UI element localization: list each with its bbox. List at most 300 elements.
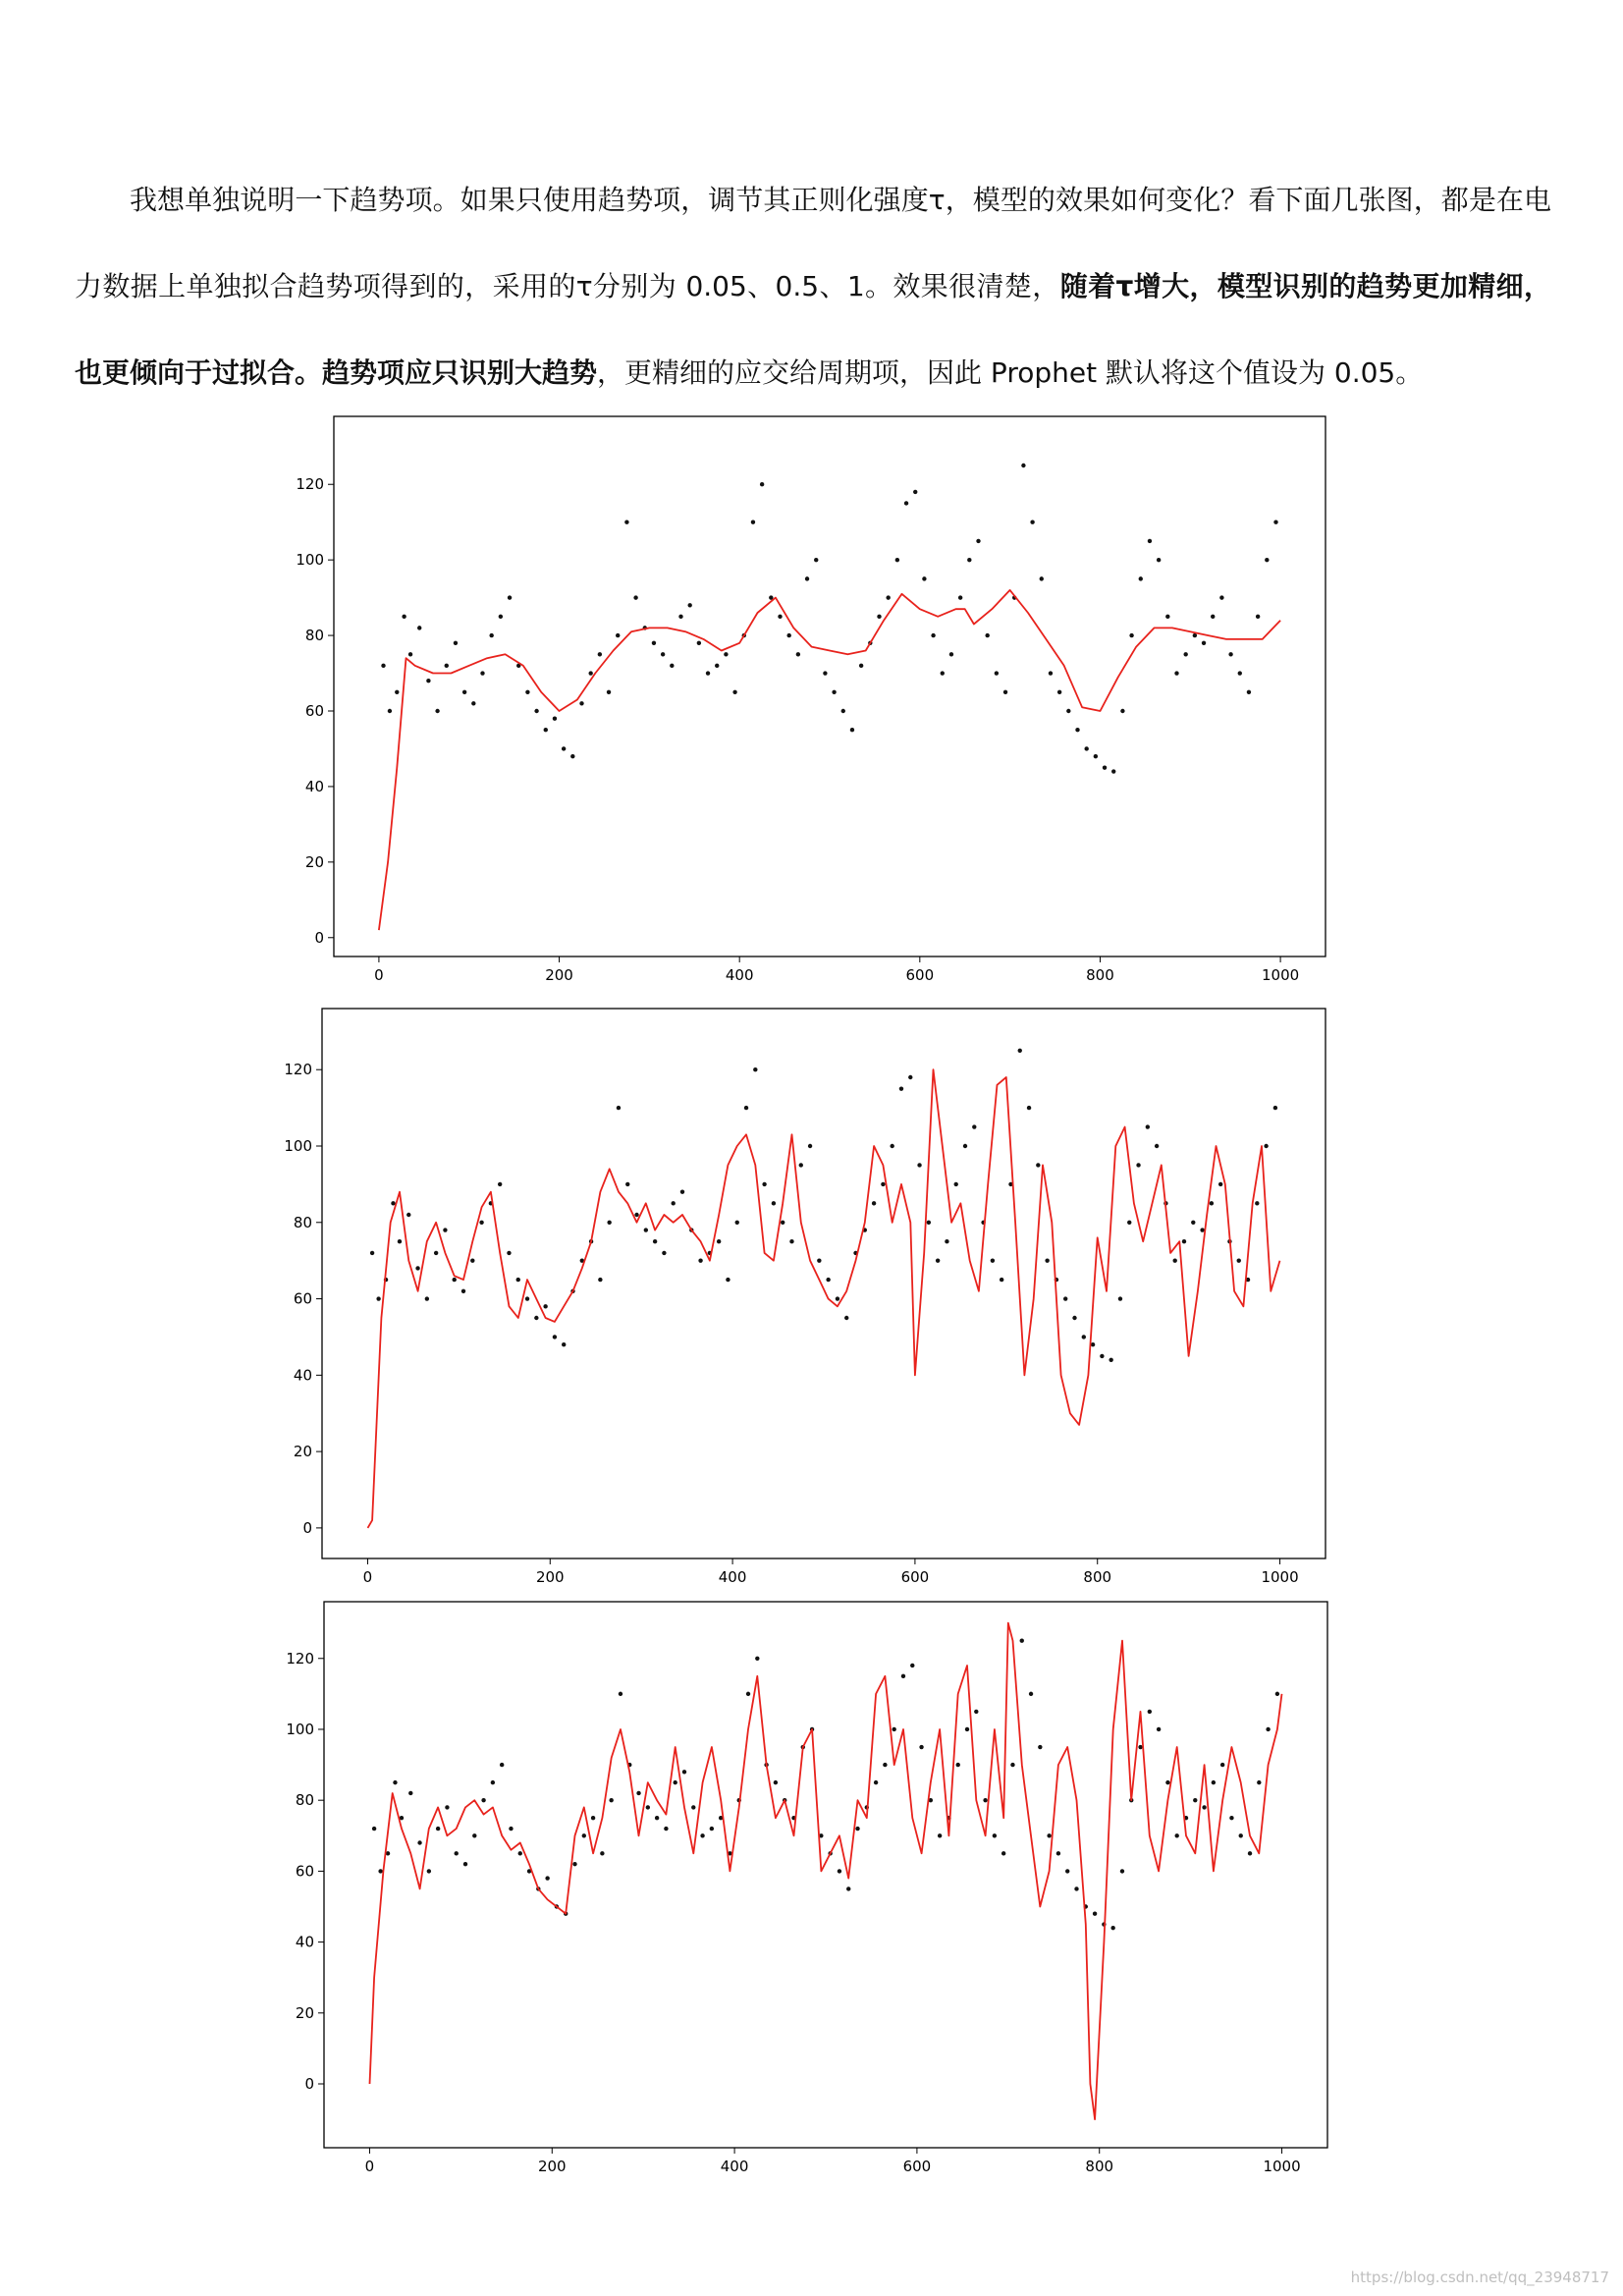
data-point bbox=[1202, 641, 1206, 645]
data-point bbox=[406, 1213, 410, 1217]
data-point bbox=[786, 633, 790, 637]
data-point bbox=[927, 1221, 931, 1225]
data-point bbox=[913, 490, 917, 494]
data-point bbox=[697, 641, 701, 645]
data-point bbox=[976, 539, 980, 543]
data-point bbox=[945, 1239, 948, 1243]
data-point bbox=[846, 1886, 850, 1890]
data-point bbox=[1120, 709, 1124, 713]
data-point bbox=[1082, 1335, 1086, 1339]
data-point bbox=[598, 1278, 602, 1282]
data-point bbox=[1148, 1710, 1152, 1714]
data-point bbox=[588, 671, 592, 675]
data-point bbox=[1057, 690, 1061, 694]
data-point bbox=[525, 1296, 529, 1300]
y-tick-label: 0 bbox=[314, 928, 324, 947]
data-point bbox=[381, 664, 385, 668]
data-point bbox=[1264, 1144, 1268, 1148]
data-point bbox=[691, 1805, 695, 1809]
data-point bbox=[715, 664, 719, 668]
data-point bbox=[436, 1827, 440, 1831]
y-tick-label: 60 bbox=[293, 1289, 312, 1308]
data-point bbox=[1027, 1106, 1031, 1110]
data-point bbox=[908, 1075, 912, 1079]
data-point bbox=[826, 1278, 830, 1282]
data-point bbox=[376, 1296, 380, 1300]
data-point bbox=[1109, 1358, 1112, 1362]
data-point bbox=[1210, 1201, 1214, 1205]
data-point bbox=[1219, 595, 1223, 599]
data-point bbox=[1157, 558, 1161, 562]
data-point bbox=[1256, 615, 1260, 619]
data-point bbox=[832, 690, 836, 694]
data-point bbox=[1063, 1296, 1067, 1300]
x-tick-label: 200 bbox=[535, 1568, 565, 1584]
x-tick-label: 1000 bbox=[1261, 1568, 1299, 1584]
data-point bbox=[507, 1251, 511, 1255]
data-point bbox=[796, 652, 800, 656]
x-tick-label: 800 bbox=[1085, 2158, 1114, 2175]
plot-frame bbox=[324, 1602, 1327, 2148]
data-point bbox=[543, 1304, 547, 1308]
data-point bbox=[1036, 1163, 1040, 1167]
data-point bbox=[670, 664, 674, 668]
x-tick-label: 800 bbox=[1086, 966, 1114, 984]
data-point bbox=[644, 1228, 648, 1231]
data-point bbox=[672, 1201, 676, 1205]
data-point bbox=[1056, 1851, 1060, 1855]
data-point bbox=[417, 626, 421, 629]
data-point bbox=[1148, 539, 1152, 543]
data-point bbox=[1047, 1833, 1051, 1837]
data-point bbox=[1165, 1780, 1169, 1784]
data-point bbox=[1000, 1278, 1003, 1282]
data-point bbox=[1139, 576, 1143, 580]
data-point bbox=[1072, 1316, 1076, 1320]
data-point bbox=[983, 1798, 987, 1802]
y-tick-label: 20 bbox=[304, 852, 324, 871]
data-point bbox=[972, 1124, 976, 1128]
data-point bbox=[470, 1258, 474, 1262]
data-point bbox=[687, 603, 691, 607]
data-point bbox=[991, 1258, 995, 1262]
data-point bbox=[1093, 1912, 1097, 1916]
data-point bbox=[841, 709, 845, 713]
data-point bbox=[435, 709, 439, 713]
data-point bbox=[1265, 558, 1269, 562]
data-point bbox=[855, 1827, 859, 1831]
data-point bbox=[1030, 519, 1034, 523]
data-point bbox=[395, 690, 399, 694]
paragraph-bold-1: 随着τ增大，模型识别的趋势更加精细，也更倾向于过拟合。 bbox=[75, 270, 1552, 389]
data-point bbox=[636, 1791, 640, 1795]
data-point bbox=[591, 1816, 595, 1820]
data-point bbox=[1218, 1182, 1222, 1186]
paragraph-text-2: ，更精细的应交给周期项，因此 Prophet 默认将这个值设为 0.05。 bbox=[597, 356, 1424, 389]
data-point bbox=[481, 1798, 485, 1802]
data-point bbox=[732, 690, 736, 694]
plot-frame bbox=[334, 416, 1325, 957]
data-point bbox=[1138, 1745, 1142, 1749]
data-point bbox=[799, 1163, 803, 1167]
data-point bbox=[445, 664, 449, 668]
data-point bbox=[1066, 709, 1070, 713]
data-point bbox=[674, 1780, 677, 1784]
data-point bbox=[525, 690, 529, 694]
data-point bbox=[678, 615, 682, 619]
chart-svg-2 bbox=[283, 1005, 1343, 1584]
data-point bbox=[1275, 1692, 1279, 1696]
data-point bbox=[1183, 652, 1187, 656]
data-point bbox=[717, 1239, 721, 1243]
y-tick-label: 100 bbox=[296, 551, 324, 570]
data-point bbox=[1157, 1727, 1161, 1731]
trend-fit-line bbox=[368, 1069, 1280, 1528]
data-point bbox=[489, 633, 493, 637]
trend-fit-line bbox=[370, 1623, 1282, 2119]
data-point bbox=[434, 1251, 438, 1255]
data-point bbox=[931, 633, 935, 637]
data-point bbox=[1193, 1798, 1197, 1802]
data-point bbox=[901, 1674, 905, 1678]
data-point bbox=[850, 728, 854, 732]
data-point bbox=[1103, 765, 1107, 769]
data-point bbox=[1175, 1833, 1179, 1837]
data-point bbox=[680, 1189, 684, 1193]
data-point bbox=[993, 1833, 997, 1837]
data-point bbox=[491, 1780, 495, 1784]
data-point bbox=[872, 1201, 876, 1205]
data-point bbox=[1238, 671, 1242, 675]
data-point bbox=[1120, 1869, 1124, 1873]
data-point bbox=[1248, 1851, 1252, 1855]
data-point bbox=[789, 1239, 793, 1243]
x-tick-label: 0 bbox=[362, 1568, 373, 1584]
data-point bbox=[372, 1827, 376, 1831]
data-point bbox=[1174, 671, 1178, 675]
x-tick-label: 0 bbox=[364, 2158, 375, 2175]
data-point bbox=[917, 1163, 921, 1167]
data-point bbox=[941, 671, 945, 675]
data-point bbox=[609, 1798, 613, 1802]
plot-frame bbox=[322, 1009, 1325, 1558]
x-tick-label: 600 bbox=[902, 2158, 932, 2175]
data-point bbox=[534, 1316, 538, 1320]
data-point bbox=[1038, 1745, 1042, 1749]
data-point bbox=[1045, 1258, 1049, 1262]
data-point bbox=[1191, 1221, 1195, 1225]
x-tick-label: 400 bbox=[720, 2158, 749, 2175]
data-point bbox=[1127, 1221, 1131, 1225]
data-point bbox=[393, 1780, 397, 1784]
y-tick-label: 80 bbox=[293, 1213, 312, 1231]
y-tick-label: 0 bbox=[302, 1518, 312, 1537]
data-point bbox=[963, 1144, 967, 1148]
data-point bbox=[545, 1876, 549, 1880]
chart-tau-1 bbox=[285, 1598, 1345, 2177]
x-tick-label: 600 bbox=[900, 1568, 930, 1584]
y-tick-label: 120 bbox=[284, 1061, 312, 1079]
data-point bbox=[398, 1239, 402, 1243]
data-point bbox=[600, 1851, 604, 1855]
data-point bbox=[1020, 1639, 1024, 1643]
y-tick-label: 60 bbox=[304, 702, 324, 720]
trend-fit-line bbox=[379, 590, 1280, 930]
data-point bbox=[500, 1763, 504, 1767]
data-point bbox=[881, 1182, 885, 1186]
data-point bbox=[892, 1727, 895, 1731]
data-point bbox=[1003, 690, 1007, 694]
y-tick-label: 120 bbox=[286, 1649, 314, 1667]
y-tick-label: 20 bbox=[293, 1443, 312, 1461]
data-point bbox=[508, 595, 512, 599]
data-point bbox=[472, 1833, 476, 1837]
data-point bbox=[553, 716, 557, 720]
data-point bbox=[1075, 728, 1079, 732]
data-point bbox=[778, 615, 782, 619]
data-point bbox=[471, 701, 475, 705]
data-point bbox=[899, 1086, 903, 1090]
data-point bbox=[652, 641, 656, 645]
data-point bbox=[378, 1869, 382, 1873]
data-point bbox=[479, 1221, 483, 1225]
data-point bbox=[949, 652, 953, 656]
data-point bbox=[562, 1342, 566, 1346]
data-point bbox=[498, 1182, 502, 1186]
data-point bbox=[619, 1692, 622, 1696]
data-point bbox=[633, 595, 637, 599]
data-point bbox=[1182, 1239, 1186, 1243]
data-point bbox=[781, 1221, 784, 1225]
watermark: https://blog.csdn.net/qq_23948717 bbox=[1350, 2269, 1609, 2286]
data-point bbox=[1237, 1258, 1241, 1262]
data-point bbox=[751, 519, 755, 523]
data-point bbox=[1136, 1163, 1140, 1167]
y-tick-label: 80 bbox=[295, 1791, 314, 1810]
data-point bbox=[1255, 1201, 1259, 1205]
data-point bbox=[938, 1833, 942, 1837]
data-point bbox=[1173, 1258, 1177, 1262]
data-point bbox=[1001, 1851, 1005, 1855]
data-point bbox=[391, 1201, 395, 1205]
data-point bbox=[1155, 1144, 1159, 1148]
data-point bbox=[402, 615, 406, 619]
data-point bbox=[1100, 1354, 1104, 1358]
data-point bbox=[956, 1763, 960, 1767]
data-point bbox=[1010, 1763, 1014, 1767]
data-point bbox=[425, 1296, 429, 1300]
data-point bbox=[463, 1862, 467, 1866]
data-point bbox=[625, 1182, 629, 1186]
data-point bbox=[710, 1827, 714, 1831]
data-point bbox=[509, 1827, 513, 1831]
data-point bbox=[1212, 1780, 1216, 1784]
data-point bbox=[726, 1278, 730, 1282]
data-point bbox=[454, 641, 458, 645]
y-tick-label: 80 bbox=[304, 627, 324, 645]
y-tick-label: 0 bbox=[304, 2075, 314, 2094]
data-point bbox=[958, 595, 962, 599]
data-point bbox=[1111, 769, 1115, 773]
data-point bbox=[859, 664, 863, 668]
data-point bbox=[607, 690, 611, 694]
data-point bbox=[919, 1745, 923, 1749]
paragraph-text-1: 我想单独说明一下趋势项。如果只使用趋势项，调节其正则化强度τ，模型的效果如何变化？看下面几张图，都是在电力数据上单独拟合趋势项得到的，采用的τ分别为 0.05、0.5、1。效果很清楚， bbox=[75, 184, 1551, 302]
data-point bbox=[562, 746, 566, 750]
data-point bbox=[698, 1258, 702, 1262]
data-point bbox=[1228, 652, 1232, 656]
data-point bbox=[823, 671, 827, 675]
chart-svg-3 bbox=[285, 1598, 1345, 2177]
data-point bbox=[967, 558, 971, 562]
data-point bbox=[445, 1805, 449, 1809]
x-tick-label: 1000 bbox=[1263, 2158, 1301, 2175]
data-point bbox=[974, 1710, 978, 1714]
data-point bbox=[1200, 1228, 1204, 1231]
paragraph-bold-2: 趋势项应只识别大趋势 bbox=[322, 356, 598, 389]
data-point bbox=[1065, 1869, 1069, 1873]
data-point bbox=[553, 1335, 557, 1339]
data-point bbox=[598, 652, 602, 656]
data-point bbox=[1229, 1816, 1233, 1820]
data-point bbox=[462, 690, 466, 694]
x-tick-label: 1000 bbox=[1261, 966, 1300, 984]
data-point bbox=[480, 671, 484, 675]
data-point bbox=[805, 576, 809, 580]
data-point bbox=[762, 1182, 766, 1186]
data-point bbox=[1202, 1805, 1206, 1809]
data-point bbox=[904, 501, 908, 505]
chart-tau-0-05 bbox=[295, 412, 1345, 992]
data-point bbox=[572, 1862, 576, 1866]
data-point bbox=[965, 1727, 969, 1731]
data-point bbox=[1211, 615, 1215, 619]
data-point bbox=[499, 615, 503, 619]
body-paragraph bbox=[75, 157, 1551, 416]
data-point bbox=[936, 1258, 940, 1262]
data-point bbox=[1193, 633, 1197, 637]
data-point bbox=[664, 1827, 668, 1831]
data-point bbox=[836, 1296, 839, 1300]
data-point bbox=[453, 1278, 457, 1282]
data-point bbox=[1129, 633, 1133, 637]
data-point bbox=[1165, 615, 1169, 619]
data-point bbox=[408, 652, 412, 656]
data-point bbox=[1094, 754, 1098, 758]
data-point bbox=[653, 1239, 657, 1243]
data-point bbox=[877, 615, 881, 619]
data-point bbox=[874, 1780, 878, 1784]
data-point bbox=[634, 1213, 638, 1217]
data-point bbox=[682, 1770, 686, 1774]
data-point bbox=[774, 1780, 778, 1784]
data-point bbox=[518, 1851, 522, 1855]
data-point bbox=[814, 558, 818, 562]
data-point bbox=[607, 1221, 611, 1225]
data-point bbox=[1049, 671, 1053, 675]
data-point bbox=[724, 652, 728, 656]
data-point bbox=[838, 1869, 841, 1873]
data-point bbox=[753, 1067, 757, 1071]
data-point bbox=[427, 1869, 431, 1873]
data-point bbox=[817, 1258, 821, 1262]
data-point bbox=[772, 1201, 776, 1205]
data-point bbox=[1074, 1886, 1078, 1890]
data-point bbox=[1273, 519, 1277, 523]
data-point bbox=[1273, 1106, 1277, 1110]
data-point bbox=[1257, 1780, 1261, 1784]
data-point bbox=[388, 709, 392, 713]
data-point bbox=[417, 1840, 421, 1844]
data-point bbox=[582, 1833, 586, 1837]
data-point bbox=[617, 1106, 621, 1110]
data-point bbox=[895, 558, 899, 562]
data-point bbox=[1040, 576, 1044, 580]
data-point bbox=[1146, 1124, 1150, 1128]
x-tick-label: 200 bbox=[537, 2158, 567, 2175]
y-tick-label: 120 bbox=[296, 475, 324, 494]
y-tick-label: 100 bbox=[286, 1720, 314, 1738]
data-point bbox=[1239, 1833, 1243, 1837]
data-point bbox=[415, 1266, 419, 1270]
data-point bbox=[883, 1763, 887, 1767]
data-point bbox=[1091, 1342, 1095, 1346]
data-point bbox=[1029, 1692, 1033, 1696]
data-point bbox=[1220, 1763, 1224, 1767]
data-point bbox=[995, 671, 999, 675]
data-point bbox=[1118, 1296, 1122, 1300]
data-point bbox=[922, 576, 926, 580]
data-point bbox=[954, 1182, 958, 1186]
data-point bbox=[706, 671, 710, 675]
data-point bbox=[1247, 690, 1251, 694]
x-tick-label: 400 bbox=[725, 966, 754, 984]
data-point bbox=[624, 519, 628, 523]
data-point bbox=[616, 633, 620, 637]
data-point bbox=[1084, 746, 1088, 750]
data-point bbox=[1266, 1727, 1270, 1731]
chart-tau-0-5 bbox=[283, 1005, 1343, 1584]
data-point bbox=[408, 1791, 412, 1795]
y-tick-label: 40 bbox=[304, 777, 324, 795]
data-point bbox=[544, 728, 548, 732]
x-tick-label: 200 bbox=[545, 966, 573, 984]
data-point bbox=[370, 1251, 374, 1255]
data-point bbox=[662, 1251, 666, 1255]
x-tick-label: 600 bbox=[905, 966, 935, 984]
data-point bbox=[755, 1657, 759, 1661]
data-point bbox=[579, 701, 583, 705]
y-tick-label: 100 bbox=[284, 1137, 312, 1155]
data-point bbox=[443, 1228, 447, 1231]
data-point bbox=[890, 1144, 893, 1148]
data-point bbox=[1021, 464, 1025, 467]
data-point bbox=[661, 652, 665, 656]
data-point bbox=[808, 1144, 812, 1148]
data-point bbox=[844, 1316, 848, 1320]
y-tick-label: 40 bbox=[295, 1933, 314, 1951]
data-point bbox=[455, 1851, 459, 1855]
data-point bbox=[910, 1664, 914, 1667]
data-point bbox=[886, 595, 890, 599]
data-point bbox=[700, 1833, 704, 1837]
x-tick-label: 0 bbox=[374, 966, 384, 984]
x-tick-label: 800 bbox=[1083, 1568, 1112, 1584]
x-tick-label: 400 bbox=[718, 1568, 747, 1584]
data-point bbox=[1018, 1049, 1022, 1053]
data-point bbox=[461, 1289, 465, 1293]
data-point bbox=[570, 754, 574, 758]
